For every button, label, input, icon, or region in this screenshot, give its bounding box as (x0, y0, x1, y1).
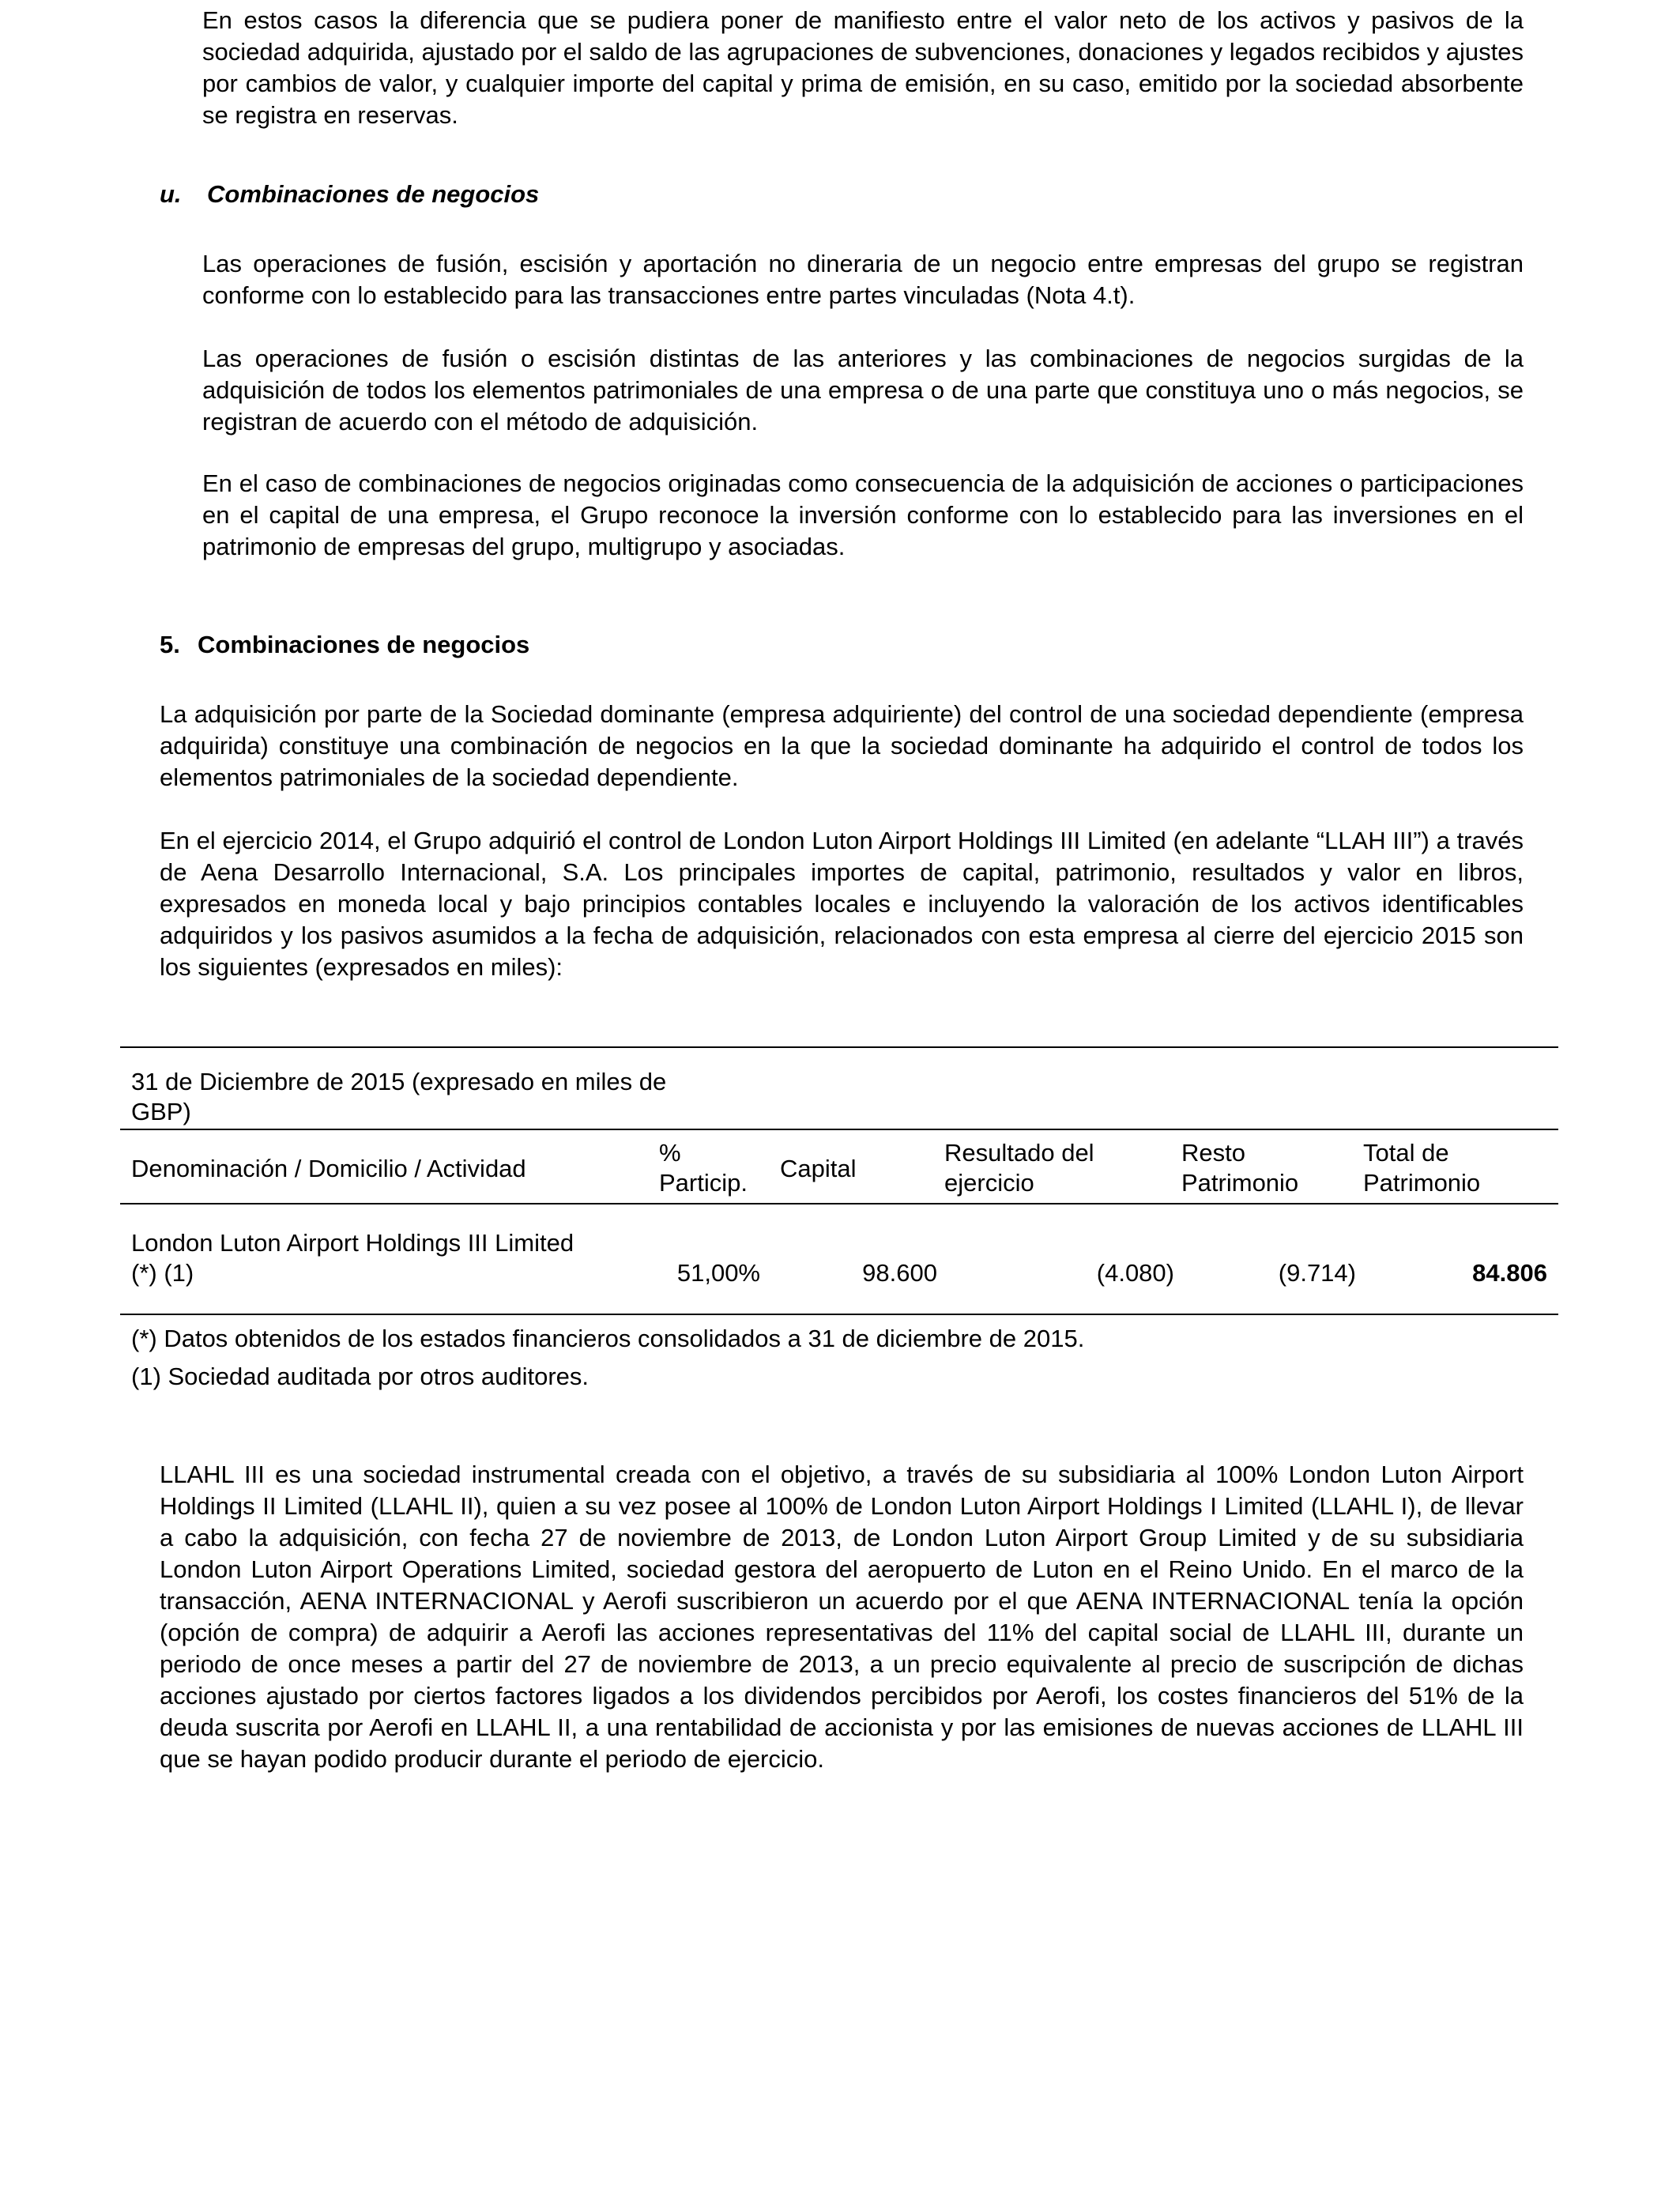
table-note-1: (*) Datos obtenidos de los estados financieros consolidados a 31 de diciembre de 2015. (131, 1325, 1085, 1352)
section-5-heading (160, 629, 529, 661)
table-note-2: (1) Sociedad auditada por otros auditores. (131, 1363, 590, 1390)
header-resto-line-2: Patrimonio (1181, 1169, 1299, 1197)
section-5-number: 5. (160, 631, 180, 658)
table-header-top-rule (120, 1129, 1558, 1130)
table-bottom-rule (120, 1314, 1558, 1315)
header-particip-line-2: Particip. (659, 1169, 748, 1197)
closing-paragraph: LLAHL III es una sociedad instrumental creada con el objetivo, a través de su subsidiaria al 100% London Luton Airport Holdings II Limited (LLAHL II), quien a su vez posee al 100% de London Luton Airport Holdings I Limited (LLAHL I), de llevar a cabo la adquisición, con fecha 27 de noviembre de 2013, de London Luton Airport Group Limited y de su subsidiaria London Luton Airport Operations Limited, sociedad gestora del aeropuerto de Luton en el Reino Unido. En el marco de la transacción, AENA INTERNACIONAL y Aerofi suscribieron un acuerdo por el que AENA INTERNACIONAL tenía la opción (opción de compra) de adquirir a Aerofi las acciones representativas del 11% del capital social de LLAHL III, durante un periodo de once meses a partir del 27 de noviembre de 2013, a un precio equivalente al precio de suscripción de dichas acciones ajustado por ciertos factores ligados a los dividendos percibidos por Aerofi, los costes financieros del 51% de la deuda suscrita por Aerofi en LLAHL II, a una rentabilidad de accionista y por las emisiones de nuevas acciones de LLAHL III que se hayan podido producir durante el periodo de ejercicio. (160, 1461, 1524, 1773)
row-participacion: 51,00% (676, 1259, 760, 1287)
row-resto: (9.714) (1278, 1259, 1356, 1287)
row-name-line-1: London Luton Airport Holdings III Limited (131, 1229, 574, 1257)
header-particip-line-1: % (659, 1139, 681, 1167)
row-resultado: (4.080) (1096, 1259, 1174, 1287)
section-u-title: Combinaciones de negocios (207, 180, 540, 208)
header-capital: Capital (780, 1155, 857, 1182)
section-u-paragraph-1: Las operaciones de fusión, escisión y aportación no dineraria de un negocio entre empresas del grupo se registran conforme con lo establecido para las transacciones entre partes vinculadas (Nota 4.t). (202, 250, 1524, 309)
header-resultado-line-1: Resultado del (944, 1139, 1094, 1167)
header-total-line-1: Total de (1363, 1139, 1449, 1167)
table-header-bottom-rule (120, 1203, 1558, 1204)
row-capital: 98.600 (862, 1259, 937, 1287)
table-top-rule (120, 1046, 1558, 1048)
table-caption-line-2: GBP) (131, 1098, 191, 1125)
row-total: 84.806 (1472, 1259, 1547, 1287)
header-denominacion: Denominación / Domicilio / Actividad (131, 1155, 526, 1182)
header-total-line-2: Patrimonio (1363, 1169, 1481, 1197)
section-u-paragraph-2: Las operaciones de fusión o escisión distintas de las anteriores y las combinaciones de negocios surgidas de la adquisición de todos los elementos patrimoniales de una empresa o de una parte que constituya uno o más negocios, se registran de acuerdo con el método de adquisición. (202, 345, 1524, 435)
table-caption-line-1: 31 de Diciembre de 2015 (expresado en miles de (131, 1068, 667, 1095)
header-resultado-line-2: ejercicio (944, 1169, 1034, 1197)
section-u-paragraph-3: En el caso de combinaciones de negocios originadas como consecuencia de la adquisición de acciones o participaciones en el capital de una empresa, el Grupo reconoce la inversión conforme con lo establecido para las inversiones en el patrimonio de empresas del grupo, multigrupo y asociadas. (202, 469, 1524, 560)
intro-paragraph: En estos casos la diferencia que se pudiera poner de manifiesto entre el valor neto de los activos y pasivos de la sociedad adquirida, ajustado por el saldo de las agrupaciones de subvenciones, donaciones y legados recibidos y ajustes por cambios de valor, y cualquier importe del capital y prima de emisión, en su caso, emitido por la sociedad absorbente se registra en reservas. (202, 6, 1524, 129)
row-name-line-2: (*) (1) (131, 1259, 194, 1287)
section-u-marker: u. (160, 180, 182, 208)
section-5-paragraph-1: La adquisición por parte de la Sociedad dominante (empresa adquiriente) del control de una sociedad dependiente (empresa adquirida) constituye una combinación de negocios en la que la sociedad dominante ha adquirido el control de todos los elementos patrimoniales de la sociedad dependiente. (160, 700, 1524, 791)
section-u-heading (160, 179, 539, 210)
section-5-paragraph-2: En el ejercicio 2014, el Grupo adquirió el control de London Luton Airport Holdings III Limited (en adelante “LLAH III”) a través de Aena Desarrollo Internacional, S.A. Los principales importes de capital, patrimonio, resultados y valor en libros, expresados en moneda local y bajo principios contables locales e incluyendo la valoración de los activos identificables adquiridos y los pasivos asumidos a la fecha de adquisición, relacionados con esta empresa al cierre del ejercicio 2015 son los siguientes (expresados en miles): (160, 827, 1524, 981)
header-resto-line-1: Resto (1181, 1139, 1245, 1167)
section-5-title: Combinaciones de negocios (198, 631, 530, 658)
